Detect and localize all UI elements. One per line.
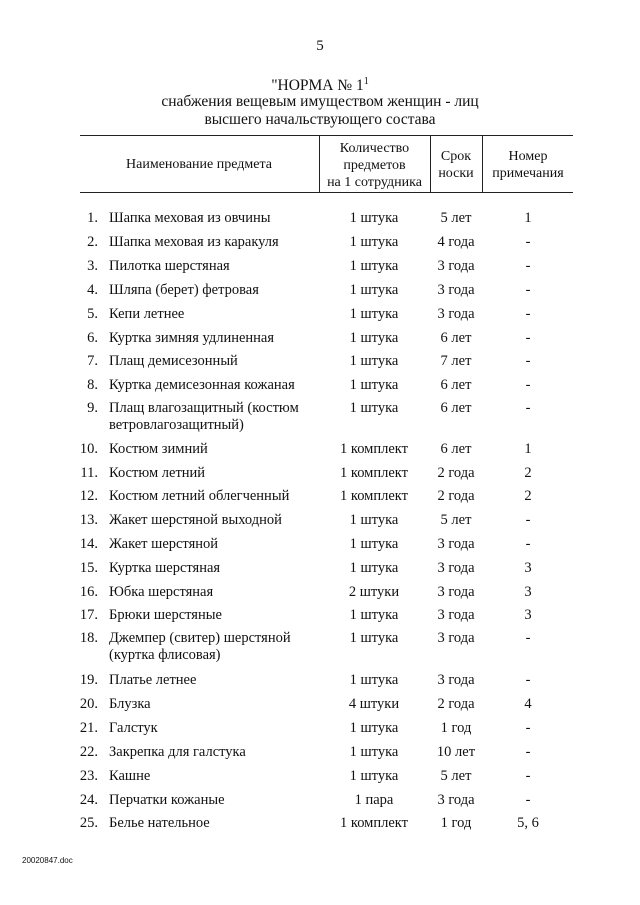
item-term: 3 года [437,584,475,600]
row-number: 20. [79,696,98,712]
item-name [109,377,319,394]
item-name-line: Плащ влагозащитный (костюм [109,400,299,416]
header-term-line: Срок [440,149,472,164]
item-name-line: Галстук [109,720,158,736]
page-number: 5 [316,38,324,54]
item-note: 2 [524,465,532,481]
row-number: 1. [87,210,98,226]
subtitle-line-1: снабжения вещевым имуществом женщин - лиц [161,93,479,110]
item-quantity: 1 комплект [340,815,408,831]
item-name-line: Кашне [109,768,151,784]
item-name [109,234,319,251]
item-name-line: Блузка [109,696,151,712]
item-name-line: Джемпер (свитер) шерстяной [109,630,291,646]
item-name-line: (куртка флисовая) [109,647,221,663]
item-name-line: Перчатки кожаные [109,792,225,808]
row-number: 23. [79,768,98,784]
item-name [109,330,319,347]
item-note: 4 [524,696,532,712]
row-number: 6. [87,330,98,346]
item-name [109,441,319,458]
footer-filename: 20020847.doc [22,856,73,865]
item-quantity: 1 штука [349,353,399,369]
row-number: 24. [79,792,98,808]
item-note: - [525,768,531,784]
item-quantity: 1 штука [349,630,399,646]
item-name [109,720,319,737]
item-name [109,672,319,689]
item-quantity: 1 штука [349,330,399,346]
item-note: - [525,330,531,346]
item-term: 5 лет [440,768,472,784]
item-note: 2 [524,488,532,504]
item-term: 6 лет [440,330,472,346]
item-name-line: Куртка демисезонная кожаная [109,377,295,393]
item-term: 6 лет [440,400,472,416]
item-name-line: Кепи летнее [109,306,185,322]
item-term: 5 лет [440,512,472,528]
item-note: 3 [524,560,532,576]
item-name [109,210,319,227]
item-quantity: 1 комплект [340,441,408,457]
item-name [109,353,319,370]
item-name-line: Куртка шерстяная [109,560,221,576]
item-note: - [525,792,531,808]
item-quantity: 1 штука [349,234,399,250]
item-name [109,306,319,323]
item-name [109,258,319,275]
item-note: - [525,744,531,760]
item-name [109,488,319,505]
row-number: 22. [79,744,98,760]
item-term: 2 года [437,696,475,712]
item-name-line: Белье нательное [109,815,210,831]
item-note: 3 [524,607,532,623]
item-term: 2 года [437,465,475,481]
item-quantity: 1 пара [354,792,394,808]
title-superscript: 1 [363,76,369,87]
item-name [109,792,319,809]
item-name-line: Костюм летний облегченный [109,488,290,504]
item-name [109,560,319,577]
item-term: 7 лет [440,353,472,369]
item-note: - [525,672,531,688]
item-quantity: 1 штука [349,672,399,688]
item-term: 6 лет [440,441,472,457]
item-quantity: 1 штука [349,258,399,274]
row-number: 3. [87,258,98,274]
item-name [109,584,319,601]
item-term: 3 года [437,258,475,274]
item-name [109,512,319,529]
row-number: 11. [80,465,98,481]
row-number: 9. [87,400,98,416]
item-name [109,400,319,434]
row-number: 4. [87,282,98,298]
item-name-line: Платье летнее [109,672,197,688]
header-qty-line: предметов [343,158,406,173]
item-note: - [525,353,531,369]
item-term: 5 лет [440,210,472,226]
row-number: 8. [87,377,98,393]
row-number: 7. [87,353,98,369]
header-qty-line: Количество [339,141,410,156]
item-quantity: 1 штука [349,607,399,623]
item-term: 1 год [440,815,472,831]
item-note: - [525,400,531,416]
item-name [109,696,319,713]
row-number: 2. [87,234,98,250]
item-name [109,607,319,624]
item-note: - [525,234,531,250]
item-name-line: Закрепка для галстука [109,744,246,760]
row-number: 15. [79,560,98,576]
row-number: 18. [79,630,98,646]
row-number: 16. [79,584,98,600]
row-number: 10. [79,441,98,457]
item-quantity: 1 штука [349,400,399,416]
row-number: 25. [79,815,98,831]
item-term: 1 год [440,720,472,736]
row-number: 13. [79,512,98,528]
item-note: - [525,720,531,736]
row-number: 17. [79,607,98,623]
item-name-line: Шапка меховая из каракуля [109,234,279,250]
item-quantity: 1 штука [349,282,399,298]
item-term: 3 года [437,306,475,322]
item-name-line: Куртка зимняя удлиненная [109,330,275,346]
item-name-line: Пилотка шерстяная [109,258,230,274]
item-quantity: 1 штука [349,560,399,576]
header-term-line: носки [438,166,474,181]
item-name-line: Брюки шерстяные [109,607,222,623]
item-name [109,282,319,299]
item-note: 3 [524,584,532,600]
item-name-line: Юбка шерстяная [109,584,214,600]
item-note: - [525,630,531,646]
item-quantity: 1 штука [349,744,399,760]
item-note: - [525,282,531,298]
item-note: 5, 6 [517,815,539,831]
item-quantity: 1 штука [349,210,399,226]
item-term: 3 года [437,630,475,646]
row-number: 21. [79,720,98,736]
item-quantity: 1 комплект [340,465,408,481]
item-name-line: Костюм зимний [109,441,208,457]
item-term: 4 года [437,234,475,250]
item-quantity: 1 штука [349,306,399,322]
table-header-top-rule [80,135,573,136]
row-number: 12. [79,488,98,504]
item-name-line: ветровлагозащитный) [109,417,244,433]
item-term: 3 года [437,282,475,298]
item-term: 3 года [437,672,475,688]
item-name-line: Жакет шерстяной [109,536,219,552]
subtitle-line-2: высшего начальствующего состава [204,111,436,128]
item-name [109,630,319,664]
item-name-line: Шляпа (берет) фетровая [109,282,259,298]
item-note: 1 [524,210,532,226]
item-quantity: 4 штуки [348,696,400,712]
item-quantity: 1 комплект [340,488,408,504]
item-term: 10 лет [436,744,476,760]
item-name [109,744,319,761]
header-qty-line: на 1 сотрудника [327,175,422,190]
item-term: 3 года [437,607,475,623]
item-note: - [525,258,531,274]
item-term: 3 года [437,792,475,808]
header-term [430,148,482,182]
header-note-line: Номер [508,149,548,164]
item-term: 6 лет [440,377,472,393]
item-name [109,815,319,832]
table-header-bottom-rule [80,192,573,193]
row-number: 5. [87,306,98,322]
item-quantity: 1 штука [349,536,399,552]
item-quantity: 2 штуки [348,584,400,600]
title-text: "НОРМА № 1 [271,77,364,95]
item-quantity: 1 штука [349,720,399,736]
header-note [482,148,574,182]
header-note-line: примечания [492,166,564,181]
item-term: 3 года [437,560,475,576]
header-qty [319,140,430,191]
row-number: 14. [79,536,98,552]
item-name [109,536,319,553]
item-term: 2 года [437,488,475,504]
item-note: - [525,377,531,393]
item-term: 3 года [437,536,475,552]
item-quantity: 1 штука [349,768,399,784]
item-name [109,768,319,785]
item-note: - [525,512,531,528]
item-name-line: Жакет шерстяной выходной [109,512,282,528]
item-note: 1 [524,441,532,457]
header-name: Наименование предмета [126,157,272,172]
item-name-line: Шапка меховая из овчины [109,210,271,226]
item-name-line: Костюм летний [109,465,206,481]
item-quantity: 1 штука [349,512,399,528]
item-name-line: Плащ демисезонный [109,353,238,369]
item-name [109,465,319,482]
item-note: - [525,536,531,552]
item-note: - [525,306,531,322]
row-number: 19. [79,672,98,688]
item-quantity: 1 штука [349,377,399,393]
